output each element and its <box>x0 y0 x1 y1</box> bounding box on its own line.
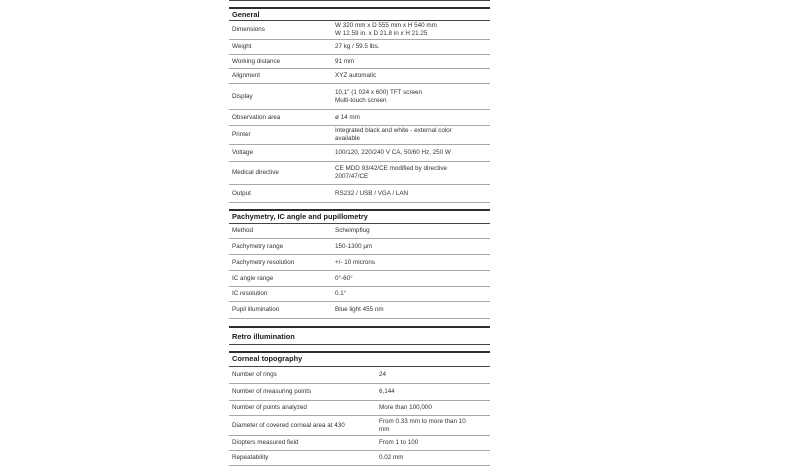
row-value: More than 100,000 <box>379 404 432 411</box>
row-value: Blue light 455 nm <box>335 306 384 313</box>
table-row <box>229 367 490 384</box>
table-row <box>229 255 490 271</box>
table-row <box>229 40 490 55</box>
row-label: Pupil illumination <box>232 306 280 313</box>
table-row <box>229 224 490 239</box>
row-value: 91 mm <box>335 57 355 65</box>
table-row <box>229 287 490 302</box>
row-value: W 320 mm x D 555 mm x H 540 mm W 12.59 in. x D 21.8 in x H 21.25 <box>335 22 437 37</box>
row-value: 150-1300 µm <box>335 242 373 250</box>
row-label: Number of measuring points <box>232 388 312 395</box>
table-row <box>229 69 490 84</box>
row-value: 0°-60° <box>335 274 353 282</box>
section-header-pachymetry: Pachymetry, IC angle and pupillometry <box>229 209 490 224</box>
row-label: Voltage <box>232 149 254 156</box>
row-label: Repeatability <box>232 454 269 461</box>
row-value: From 1 to 100 <box>379 439 419 446</box>
row-label: IC resolution <box>232 290 268 297</box>
table-row <box>229 162 490 185</box>
table-row <box>229 436 490 451</box>
row-label: Working distance <box>232 57 281 65</box>
section-header-general: General <box>229 7 490 21</box>
section-header-corneal-topography: Corneal topography <box>229 351 490 367</box>
row-value: From 0.33 mm to more than 10 mm <box>379 417 466 433</box>
row-value: 0.02 mm <box>379 454 404 461</box>
table-row <box>229 302 490 319</box>
table-row <box>229 384 490 401</box>
row-label: Printer <box>232 131 251 138</box>
row-label: Number of rings <box>232 371 277 378</box>
row-label: Observation area <box>232 113 281 121</box>
row-value: 0.1° <box>335 290 347 297</box>
row-value: 24 <box>379 371 387 378</box>
table-row <box>229 185 490 203</box>
table-row <box>229 21 490 40</box>
row-label: Dimensions <box>232 26 265 33</box>
table-row <box>229 401 490 416</box>
table-row <box>229 145 490 162</box>
row-value: Integrated black and white - external color available <box>335 127 452 142</box>
table-row <box>229 239 490 255</box>
row-value: 27 kg / 59.5 lbs. <box>335 43 380 50</box>
table-row <box>229 55 490 69</box>
table-row <box>229 271 490 287</box>
table-row <box>229 84 490 110</box>
row-label: Diopters measured field <box>232 439 299 446</box>
row-label: Output <box>232 189 251 197</box>
row-value: ø 14 mm <box>335 113 360 121</box>
table-row <box>229 126 490 145</box>
row-label: Pachymetry resolution <box>232 258 295 266</box>
table-row <box>229 451 490 466</box>
row-value: RS232 / USB / VGA / LAN <box>335 189 409 197</box>
table-top-rule <box>229 0 490 1</box>
row-value: XYZ automatic <box>335 72 377 79</box>
row-label: IC angle range <box>232 274 274 282</box>
row-label: Display <box>232 92 253 100</box>
row-label: Number of points analyzed <box>232 404 307 411</box>
table-row <box>229 416 490 436</box>
row-value: 100/120, 220/240 V CA, 50/60 Hz, 250 W <box>335 149 451 156</box>
row-value: 6,144 <box>379 388 395 395</box>
row-value: +/- 10 microns <box>335 258 376 266</box>
row-label: Alignment <box>232 72 261 79</box>
row-value: Scheimpflug <box>335 227 370 234</box>
section-header-retro-illumination: Retro illumination <box>229 326 490 345</box>
row-value: CE MDD 93/42/CE modified by directive 2007/47/CE <box>335 165 447 180</box>
row-value: 10,1" (1 024 x 600) TFT screen Multi-touch screen <box>335 88 423 104</box>
row-label: Method <box>232 227 254 234</box>
row-label: Diameter of covered corneal area at 430 <box>232 421 345 429</box>
row-label: Pachymetry range <box>232 242 284 250</box>
row-label: Weight <box>232 43 252 50</box>
row-label: Medical directive <box>232 169 279 176</box>
table-row <box>229 110 490 126</box>
